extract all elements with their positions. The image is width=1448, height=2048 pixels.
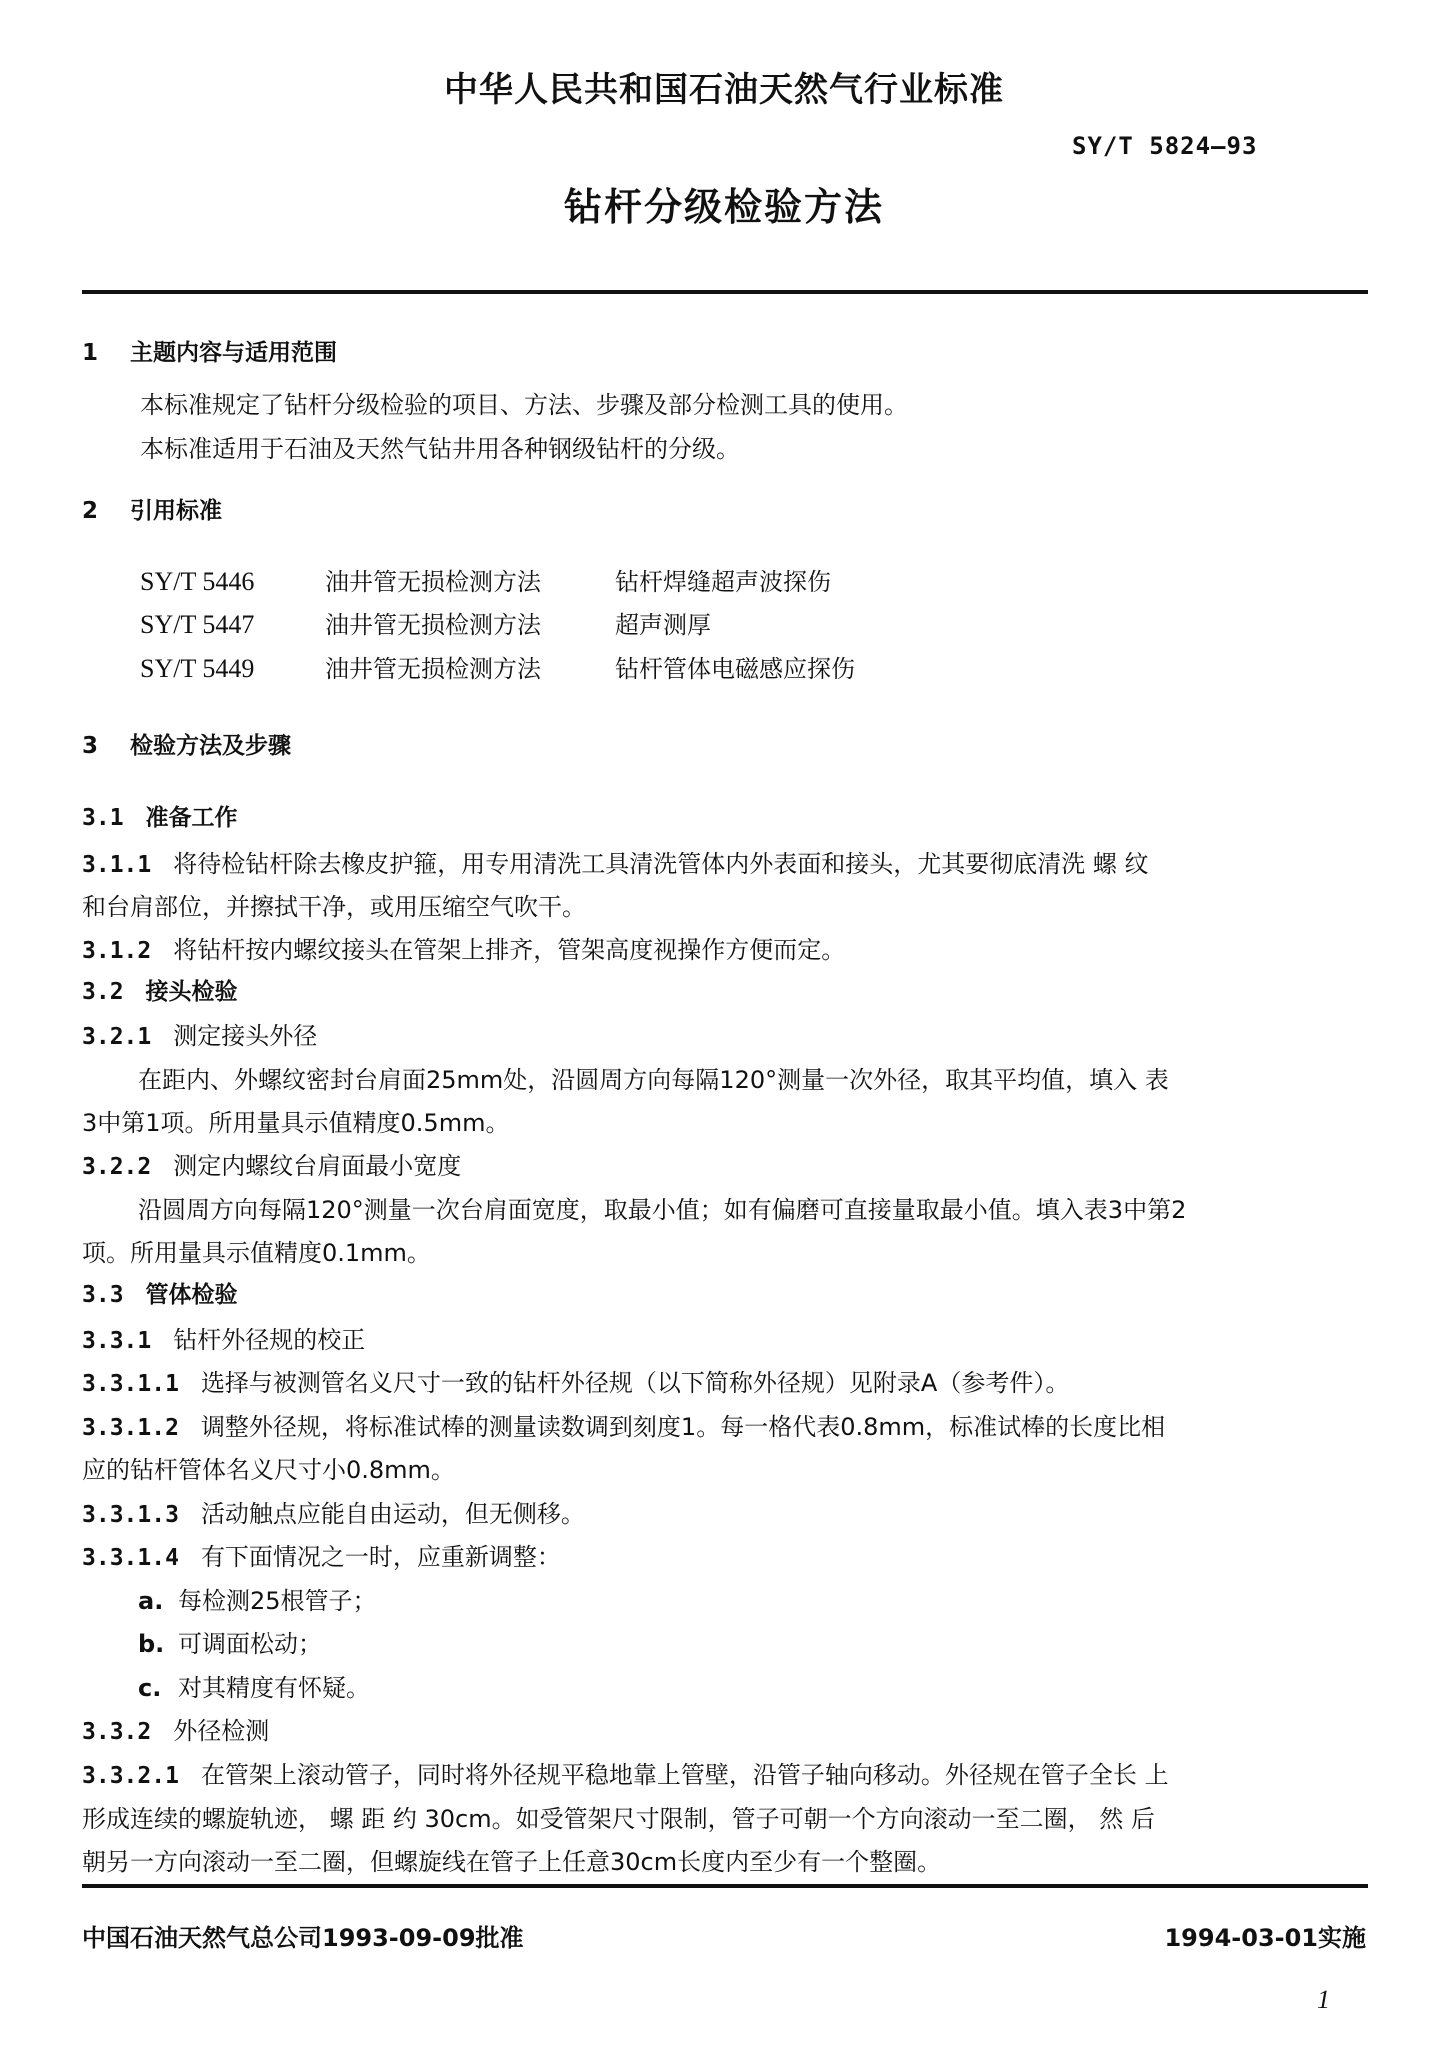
clause-title: 测定内螺纹台肩面最小宽度 [173,1152,462,1180]
document-title: 钻杆分级检验方法 [563,185,884,229]
clause-3-3-1-1 [82,1363,1069,1398]
reference-code: SY/T 5446 [140,567,255,596]
clause-text: 活动触点应能自由运动，但无侧移。 [200,1500,585,1528]
clause-3-1-1 [82,844,1149,879]
paragraph: 本标准适用于石油及天然气钻井用各种钢级钻杆的分级。 [140,435,740,463]
reference-subject: 钻杆焊缝超声波探伤 [615,568,831,596]
page-number: 1 [1317,1985,1330,2014]
clause-number: 3.3.1 [82,1328,152,1354]
list-text: 每检测25根管子； [178,1587,377,1615]
reference-item [140,605,711,640]
section-2-heading [82,492,222,525]
clause-title: 钻杆外径规的校正 [173,1326,366,1354]
clause-text: 将钻杆按内螺纹接头在管架上排齐，管架高度视操作方便而定。 [173,936,846,964]
clause-text: 有下面情况之一时，应重新调整： [200,1543,561,1571]
list-item [138,1624,322,1659]
clause-3-3-1-4 [82,1537,561,1572]
clause-3-3-heading [82,1276,238,1309]
clause-number: 3.1.1 [82,852,152,878]
clause-text-continued: 形成连续的螺旋轨迹， 螺 距 约 30cm。如受管架尺寸限制，管子可朝一个方向滚动一至二圈， 然 后 [82,1805,1155,1833]
list-text: 对其精度有怀疑。 [178,1674,370,1702]
clause-text-continued: 3中第1项。所用量具示值精度0.5mm。 [82,1109,510,1137]
list-item [138,1581,377,1616]
clause-text-continued: 项。所用量具示值精度0.1mm。 [82,1239,431,1267]
clause-number: 3.2.2 [82,1154,152,1180]
clause-number: 3.3.2.1 [82,1763,179,1789]
list-item [138,1668,370,1703]
section-number: 1 [82,340,99,366]
clause-text: 将待检钻杆除去橡皮护箍，用专用清洗工具清洗管体内外表面和接头，尤其要彻底清洗 螺 纹 [173,850,1149,878]
clause-number: 3.2 [82,979,124,1005]
clause-3-2-2-heading [82,1146,461,1181]
clause-title: 外径检测 [173,1717,270,1745]
list-text: 可调面松动； [178,1630,322,1658]
clause-number: 3.3.1.2 [82,1415,179,1441]
clause-title: 管体检验 [145,1282,238,1308]
effective-date: 1994-03-01实施 [1164,1924,1366,1952]
clause-3-2-1-heading [82,1016,317,1051]
section-title: 检验方法及步骤 [130,733,291,759]
section-number: 2 [82,498,99,524]
clause-text: 在距内、外螺纹密封台肩面25mm处，沿圆周方向每隔120°测量一次外径，取其平均值，填入 表 [138,1066,1169,1094]
clause-title: 接头检验 [145,979,238,1005]
section-number: 3 [82,733,99,759]
clause-3-3-2-1 [82,1755,1169,1790]
clause-text-continued: 朝另一方向滚动一至二圈，但螺旋线在管子上任意30cm长度内至少有一个整圈。 [82,1848,942,1876]
clause-3-3-1-heading [82,1320,365,1355]
clause-number: 3.3.2 [82,1719,152,1745]
clause-number: 3.3.1.3 [82,1502,179,1528]
reference-category: 油井管无损检测方法 [325,568,541,596]
clause-3-2-heading [82,973,238,1006]
footer-divider [82,1884,1368,1888]
clause-number: 3.3.1.1 [82,1371,179,1397]
reference-item [140,562,831,597]
clause-text: 沿圆周方向每隔120°测量一次台肩面宽度，取最小值；如有偏磨可直接量取最小值。填入表3中第2 [138,1196,1187,1224]
reference-category: 油井管无损检测方法 [325,655,541,683]
list-label: b. [138,1630,165,1658]
clause-3-3-1-2 [82,1407,1165,1442]
paragraph: 本标准规定了钻杆分级检验的项目、方法、步骤及部分检测工具的使用。 [140,391,908,419]
clause-number: 3.2.1 [82,1024,152,1050]
section-3-heading [82,727,291,760]
clause-3-3-2-heading [82,1711,269,1746]
clause-title: 测定接头外径 [173,1022,318,1050]
clause-text-continued: 应的钻杆管体名义尺寸小0.8mm。 [82,1456,455,1484]
list-label: c. [138,1674,162,1702]
issuer-title: 中华人民共和国石油天然气行业标准 [444,70,1004,110]
header-divider [82,290,1368,294]
approval-note: 中国石油天然气总公司1993-09-09批准 [82,1924,524,1952]
clause-number: 3.1 [82,805,124,831]
clause-3-3-1-3 [82,1494,585,1529]
clause-3-1-heading [82,799,238,832]
clause-number: 3.3.1.4 [82,1545,179,1571]
list-label: a. [138,1587,164,1615]
clause-text: 选择与被测管名义尺寸一致的钻杆外径规（以下简称外径规）见附录A（参考件）。 [200,1369,1070,1397]
clause-text: 在管架上滚动管子，同时将外径规平稳地靠上管壁，沿管子轴向移动。外径规在管子全长 上 [200,1761,1169,1789]
reference-subject: 超声测厚 [615,611,711,639]
clause-3-1-2 [82,930,845,965]
clause-number: 3.1.2 [82,938,152,964]
section-title: 主题内容与适用范围 [130,340,337,366]
reference-subject: 钻杆管体电磁感应探伤 [615,655,855,683]
clause-text-continued: 和台肩部位，并擦拭干净，或用压缩空气吹干。 [82,893,586,921]
reference-category: 油井管无损检测方法 [325,611,541,639]
standard-code: SY/T 5824—93 [1072,132,1258,160]
reference-code: SY/T 5449 [140,654,255,683]
clause-number: 3.3 [82,1282,124,1308]
section-1-heading [82,334,337,367]
reference-code: SY/T 5447 [140,610,255,639]
section-title: 引用标准 [130,498,222,524]
reference-item [140,649,855,684]
clause-title: 准备工作 [145,805,238,831]
clause-text: 调整外径规，将标准试棒的测量读数调到刻度1。每一格代表0.8mm，标准试棒的长度比相 [200,1413,1166,1441]
